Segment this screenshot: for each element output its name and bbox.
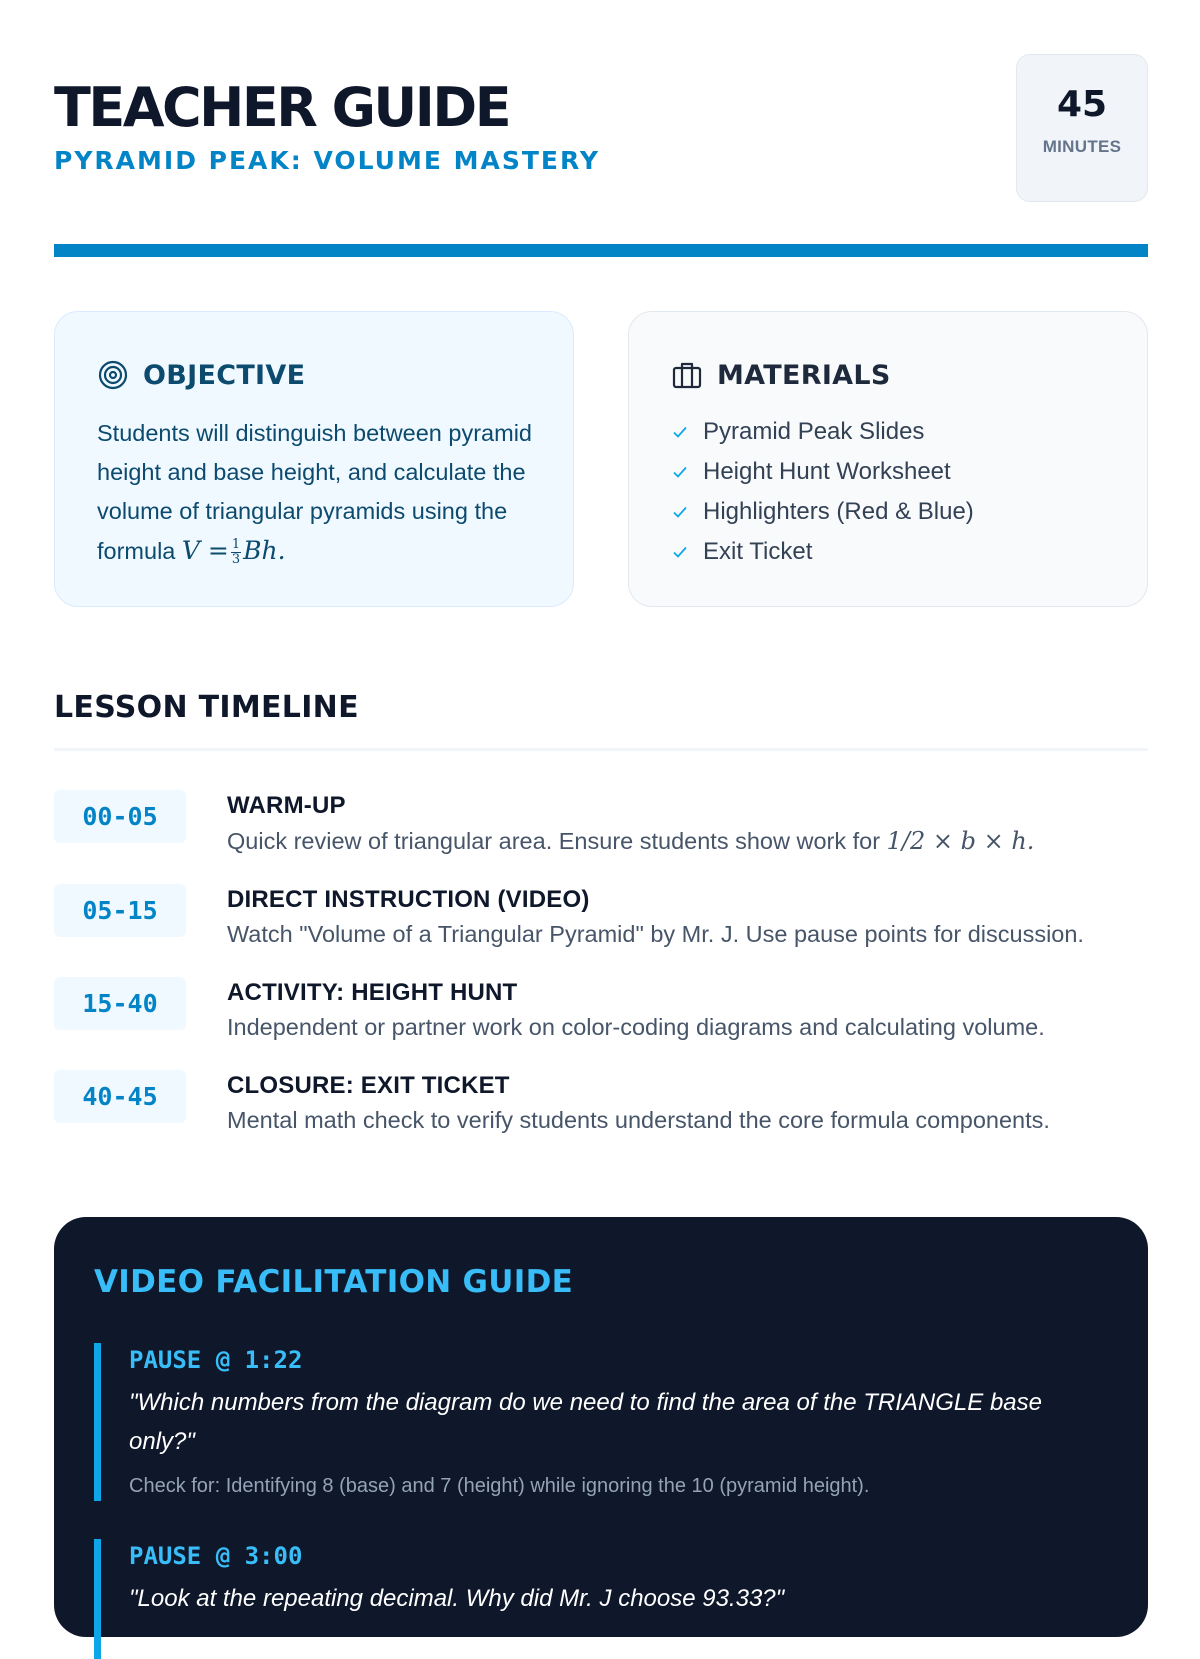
checkmark-icon [671, 463, 689, 481]
material-label: Pyramid Peak Slides [703, 418, 925, 445]
objective-text [97, 414, 547, 571]
timeline-row-title: ACTIVITY: HEIGHT HUNT [227, 979, 518, 1006]
volume-formula [182, 536, 286, 565]
objective-card [54, 311, 574, 607]
time-badge: 15-40 [54, 977, 186, 1030]
duration-label: MINUTES [1042, 137, 1122, 156]
area-formula: 1/2 × b × h. [886, 827, 1035, 855]
timeline-row [54, 884, 1154, 964]
timeline-row-desc: Mental math check to verify students understand the core formula components. [227, 1107, 1050, 1133]
objective-title: OBJECTIVE [143, 359, 306, 391]
duration-value: 45 [1056, 84, 1108, 125]
material-label: Highlighters (Red & Blue) [703, 498, 974, 525]
video-guide-panel [54, 1217, 1148, 1637]
timeline-divider [54, 748, 1148, 751]
formula-denominator: 3 [231, 552, 241, 567]
pause-question: "Look at the repeating decimal. Why did Mr. J choose 93.33?" [129, 1585, 785, 1612]
timeline-row-title: WARM-UP [227, 792, 346, 819]
checkmark-icon [671, 423, 689, 441]
page-subtitle: PYRAMID PEAK: VOLUME MASTERY [54, 146, 600, 175]
timeline-row-text: Quick review of triangular area. Ensure students show work for [227, 828, 881, 854]
list-item [671, 412, 974, 452]
pause-timestamp: PAUSE @ 3:00 [129, 1542, 303, 1570]
header [54, 54, 1148, 204]
briefcase-icon [671, 359, 703, 391]
objective-body: Students will distinguish between pyramid height and base height, and calculate the volume of triangular pyramids using the formula [97, 420, 532, 564]
timeline-row-title: CLOSURE: EXIT TICKET [227, 1072, 510, 1099]
checkmark-icon [671, 543, 689, 561]
timeline-row-title: DIRECT INSTRUCTION (VIDEO) [227, 886, 590, 913]
checkmark-icon [671, 503, 689, 521]
timeline-row [54, 977, 1154, 1057]
time-badge: 00-05 [54, 790, 186, 843]
duration-badge [1016, 54, 1148, 202]
header-divider [54, 244, 1148, 257]
pause-question: "Which numbers from the diagram do we need to find the area of the TRIANGLE base only?" [129, 1389, 1042, 1455]
formula-numerator: 1 [231, 537, 241, 552]
materials-title: MATERIALS [717, 359, 891, 391]
timeline-row [54, 1070, 1154, 1150]
timeline-row-desc: Independent or partner work on color-coding diagrams and calculating volume. [227, 1014, 1045, 1040]
page-title: TEACHER GUIDE [54, 76, 510, 139]
pause-point [94, 1343, 1104, 1501]
pause-timestamp: PAUSE @ 1:22 [129, 1346, 303, 1374]
formula-fraction [231, 538, 241, 567]
timeline-title: LESSON TIMELINE [54, 690, 359, 725]
formula-rhs: Bh. [243, 536, 286, 565]
materials-card [628, 311, 1148, 607]
pause-check: Check for: Identifying 8 (base) and 7 (height) while ignoring the 10 (pyramid height). [129, 1475, 870, 1497]
materials-header [671, 358, 891, 392]
objective-header [97, 358, 305, 392]
timeline-row-desc [227, 827, 1034, 855]
time-badge: 40-45 [54, 1070, 186, 1123]
formula-lhs: V = [181, 536, 229, 565]
timeline-row [54, 790, 1154, 870]
timeline-row-desc: Watch "Volume of a Triangular Pyramid" by Mr. J. Use pause points for discussion. [227, 921, 1084, 947]
pause-point [94, 1539, 1104, 1659]
material-label: Exit Ticket [703, 538, 813, 565]
list-item [671, 532, 974, 572]
list-item [671, 452, 974, 492]
material-label: Height Hunt Worksheet [703, 458, 951, 485]
video-guide-title: VIDEO FACILITATION GUIDE [94, 1264, 574, 1300]
list-item [671, 492, 974, 532]
time-badge: 05-15 [54, 884, 186, 937]
materials-list [671, 412, 974, 572]
target-icon [97, 359, 129, 391]
